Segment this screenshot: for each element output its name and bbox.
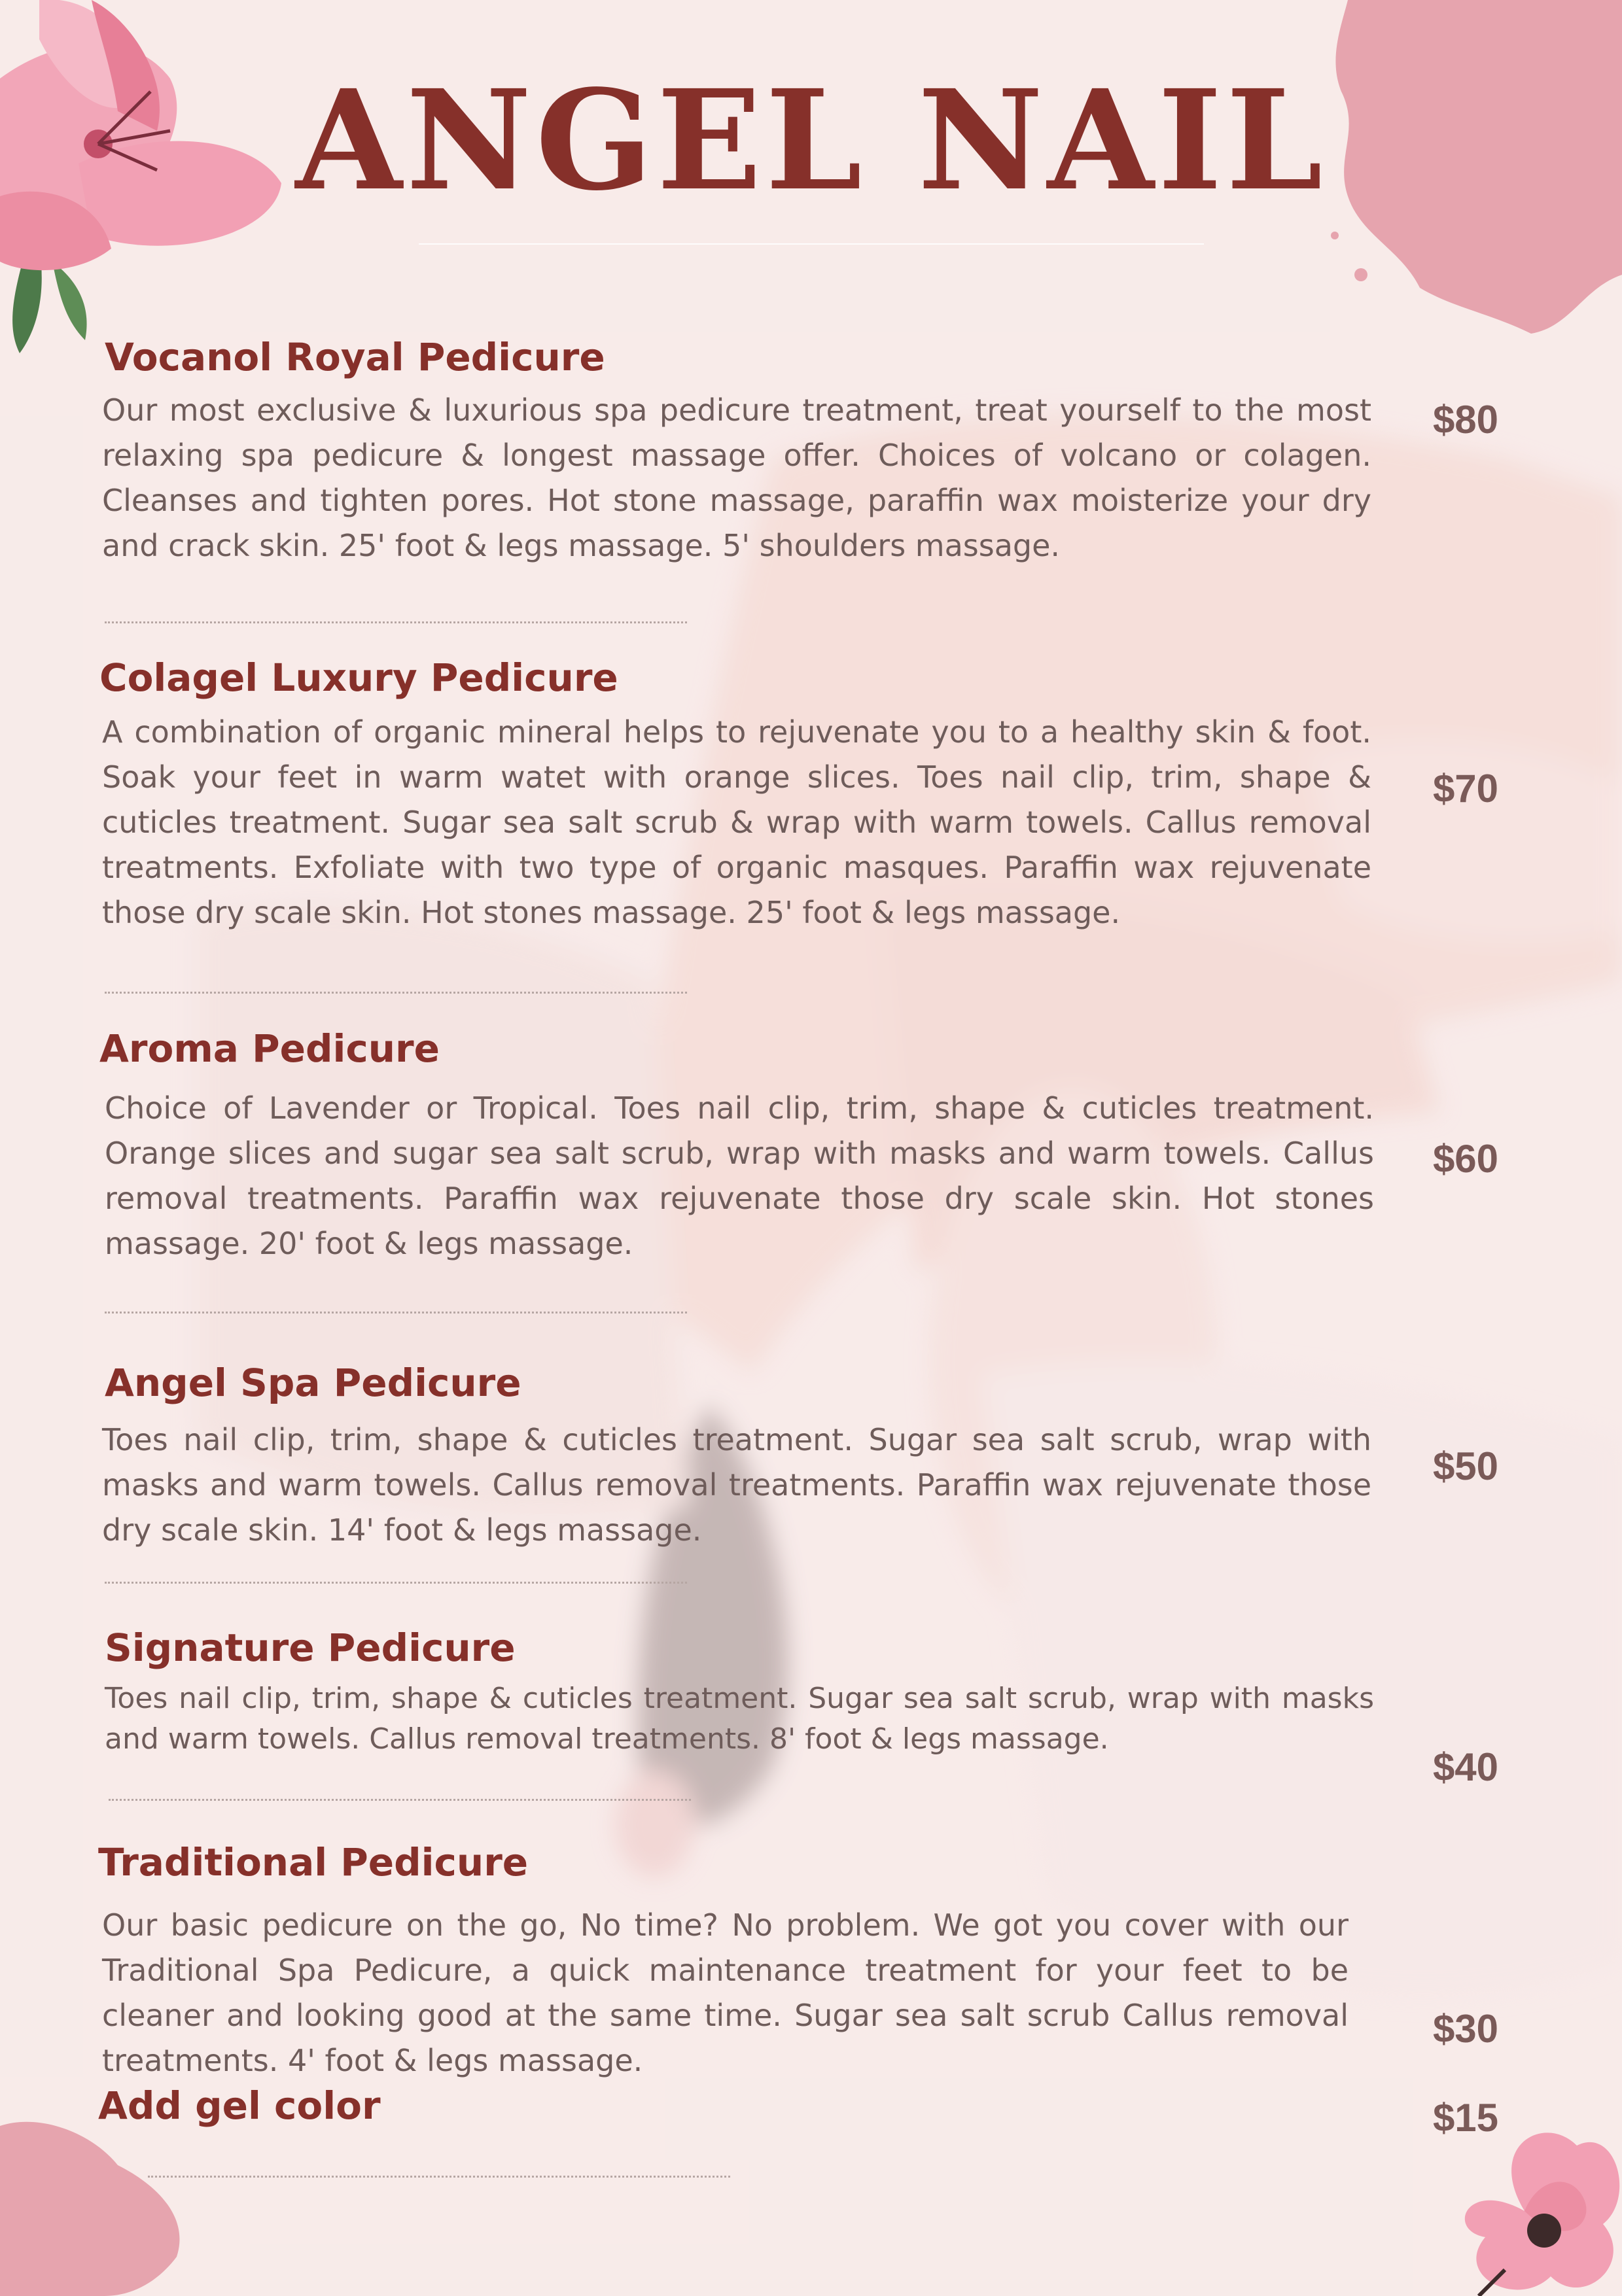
divider xyxy=(148,2176,730,2178)
menu-item-description: A combination of organic mineral helps to rejuvenate you to a healthy skin & foot. Soak your feet in warm watet with orange slices. Toes nail clip, trim, shape & cuticles treatment. Sugar sea salt scrub & wrap with warm towels. Callus removal treatments. Exfoliate with two type of organic masques. Paraffin wax rejuvenate those dry scale skin. Hot stones massage. 25' foot & legs massage. xyxy=(102,714,1371,930)
menu-item-title: Traditional Pedicure xyxy=(98,1840,529,1885)
flower-bottom-right-icon xyxy=(1426,2119,1622,2296)
menu-item-price: $30 xyxy=(1432,2007,1499,2051)
menu-item-title: Aroma Pedicure xyxy=(99,1026,440,1071)
divider xyxy=(109,1799,691,1801)
menu-item-price: $50 xyxy=(1432,1444,1499,1488)
divider xyxy=(105,1582,687,1584)
menu-item-price: $70 xyxy=(1432,767,1499,810)
menu-item-title: Colagel Luxury Pedicure xyxy=(99,655,618,700)
addon-title: Add gel color xyxy=(98,2083,381,2128)
menu-item-title: Signature Pedicure xyxy=(105,1626,516,1670)
divider xyxy=(105,621,687,623)
menu-item-description: Our most exclusive & luxurious spa pedicure treatment, treat yourself to the most relaxing spa pedicure & longest massage offer. Choices of volcano or colagen. Cleanses and tighten pores. Hot stone massage, paraffin wax moisterize your dry and crack skin. 25' foot & legs massage. 5' shoulders massage. xyxy=(102,392,1371,563)
menu-item-description: Choice of Lavender or Tropical. Toes nail clip, trim, shape & cuticles treatment. Orange slices and sugar sea salt scrub, wrap with masks and warm towels. Callus removal treatments. Paraffin wax rejuvenate those dry scale skin. Hot stones massage. 20' foot & legs massage. xyxy=(105,1090,1374,1261)
menu-item-description: Toes nail clip, trim, shape & cuticles treatment. Sugar sea salt scrub, wrap with masks and warm towels. Callus removal treatments. Paraffin wax rejuvenate those dry scale skin. 14' foot & legs massage. xyxy=(102,1422,1371,1548)
addon-price: $15 xyxy=(1432,2096,1499,2140)
menu-item-price: $40 xyxy=(1432,1745,1499,1789)
page-title: ANGEL NAIL xyxy=(295,60,1327,221)
menu-item-description: Our basic pedicure on the go, No time? No problem. We got you cover with our Traditional Spa Pedicure, a quick maintenance treatment for your feet to be cleaner and looking good at the same time. Sugar sea salt scrub Callus removal treatments. 4' foot & legs massage. xyxy=(102,1907,1349,2078)
divider xyxy=(105,992,687,994)
menu-item-price: $80 xyxy=(1432,398,1499,442)
title-rule xyxy=(419,243,1204,245)
menu-item-price: $60 xyxy=(1432,1137,1499,1181)
divider xyxy=(105,1312,687,1313)
brush-stroke-bottom-left-icon xyxy=(0,2113,196,2296)
menu-item-title: Angel Spa Pedicure xyxy=(105,1361,521,1405)
menu-item-description: Toes nail clip, trim, shape & cuticles treatment. Sugar sea salt scrub, wrap with masks and warm towels. Callus removal treatments. 8' foot & legs massage. xyxy=(105,1682,1374,1756)
menu-item-title: Vocanol Royal Pedicure xyxy=(105,335,605,379)
